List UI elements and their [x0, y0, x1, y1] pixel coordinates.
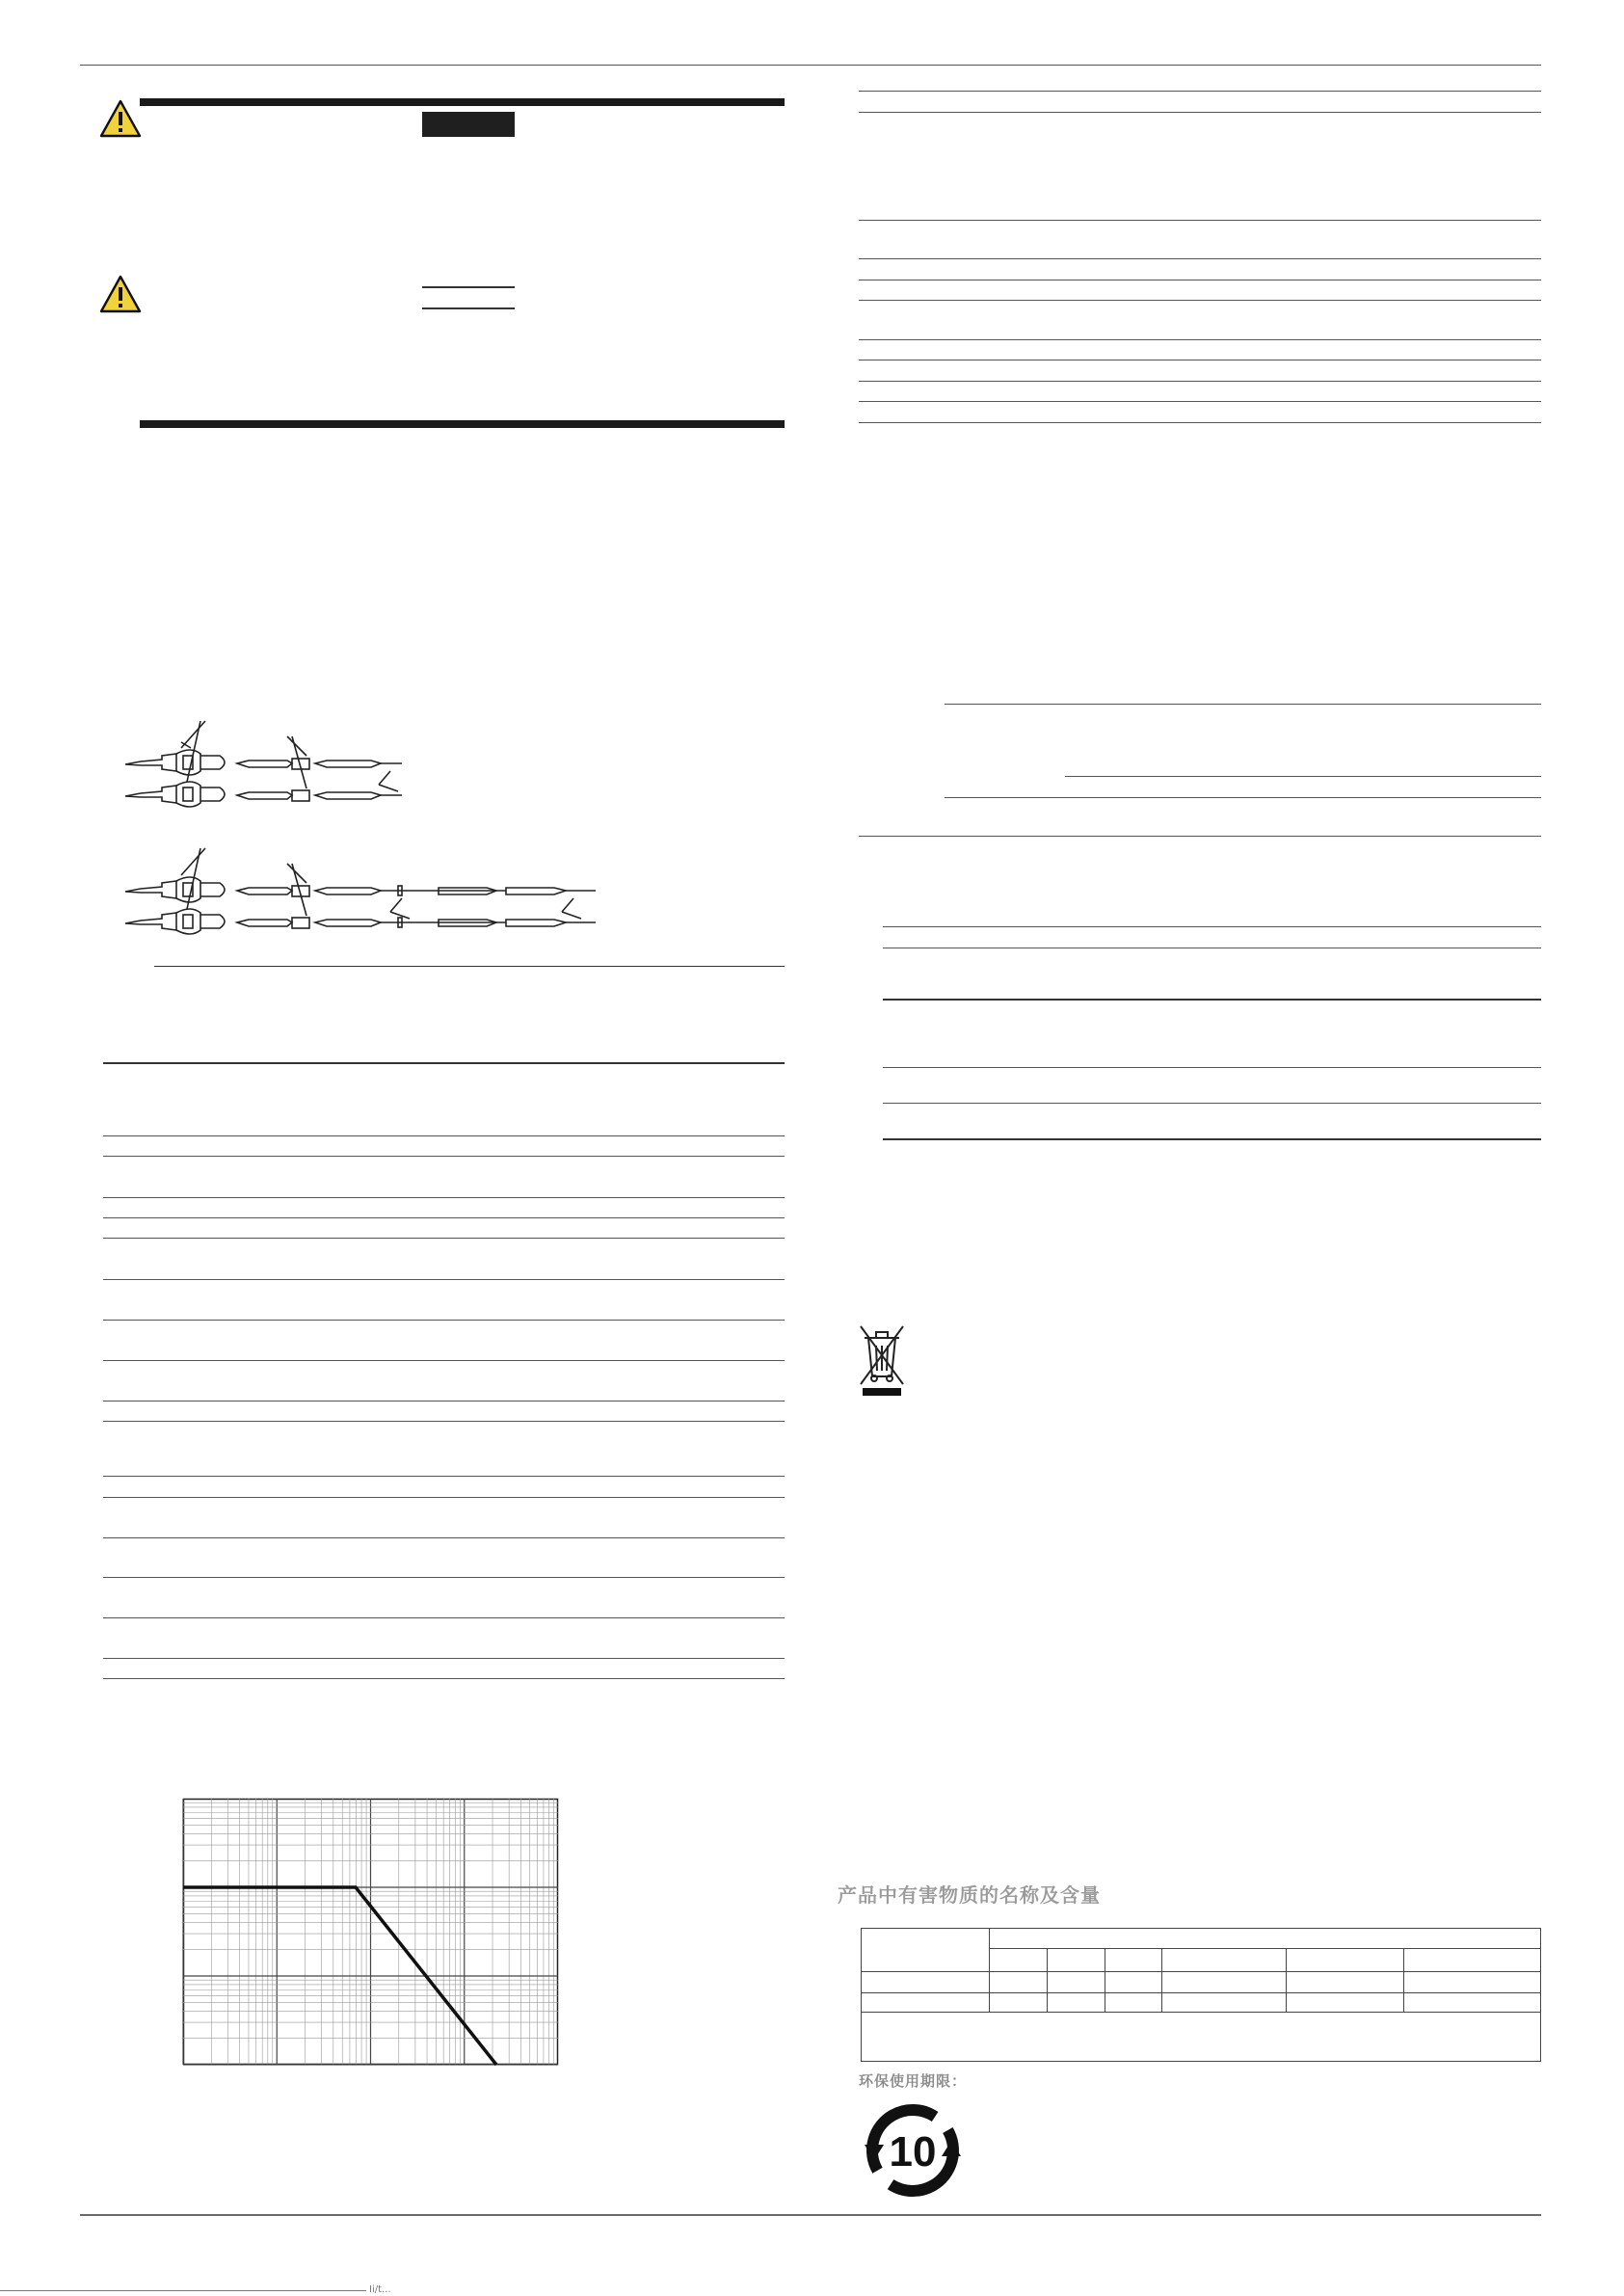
- figure-caption-rule: [154, 966, 785, 967]
- footer-tail-text: Ii/t...: [369, 2284, 391, 2295]
- right-table-1-rule: [859, 258, 1541, 259]
- table-divider: [989, 1929, 990, 2012]
- table-divider: [1161, 1948, 1162, 2012]
- right-table-1-rule: [859, 339, 1541, 340]
- right-table-2-rule: [945, 704, 1541, 705]
- spec-table-row-rule: [103, 1156, 785, 1157]
- table-divider: [1403, 1948, 1404, 2012]
- right-table-3-rule: [883, 926, 1541, 927]
- header-rule: [80, 65, 1541, 66]
- spec-table-row-rule: [103, 1279, 785, 1280]
- warning-triangle-icon: [99, 99, 142, 138]
- spec-table-row-rule: [103, 1476, 785, 1477]
- spec-table-row-rule: [103, 1421, 785, 1422]
- spec-table-row-rule: [103, 1497, 785, 1498]
- right-table-1-rule: [859, 422, 1541, 423]
- spec-table-row-rule: [103, 1217, 785, 1218]
- table-divider: [862, 1971, 1540, 1972]
- right-table-3-bottom-rule: [883, 1138, 1541, 1140]
- right-table-1-rule: [859, 381, 1541, 382]
- footer-tail-rule: [0, 2290, 366, 2291]
- right-table-1-rule: [859, 112, 1541, 113]
- right-table-3-rule: [883, 1067, 1541, 1068]
- caution-signal-rule-bottom: [422, 307, 515, 309]
- spec-table-row-rule: [103, 1401, 785, 1402]
- right-table-1-rule: [859, 300, 1541, 301]
- table-divider: [862, 1992, 1540, 1993]
- right-table-1-rule: [859, 220, 1541, 221]
- right-table-3-rule: [883, 1103, 1541, 1104]
- spec-table-row-rule: [103, 1537, 785, 1538]
- right-table-2-rule: [945, 797, 1541, 798]
- hazardous-substances-table: [861, 1928, 1541, 2062]
- caution-triangle-icon: [99, 275, 142, 313]
- environment-friendly-use-period-icon: [859, 2096, 967, 2204]
- right-table-1-rule: [859, 401, 1541, 402]
- right-table-2-rule: [1065, 776, 1541, 777]
- right-section-rule: [859, 836, 1541, 837]
- right-table-1-rule: [859, 91, 1541, 92]
- efup-years-text: 10: [889, 2128, 937, 2176]
- right-table-3-rule: [883, 999, 1541, 1001]
- spec-table-row-rule: [103, 1617, 785, 1618]
- signal-word-banner: [422, 112, 515, 137]
- hazardous-substances-title: 产品中有害物质的名称及含量: [838, 1883, 1101, 1907]
- footer-rule: [80, 2214, 1541, 2216]
- spec-table-row-rule: [103, 1577, 785, 1578]
- table-divider: [1047, 1948, 1048, 2012]
- spec-table-row-rule: [103, 1360, 785, 1361]
- spec-table-top-rule: [103, 1062, 785, 1064]
- warning-box-top-rule: [140, 98, 785, 106]
- spec-table-row-rule: [103, 1197, 785, 1198]
- table-divider: [862, 2012, 1540, 2013]
- warning-box-bottom-rule: [140, 420, 785, 428]
- spec-table-bottom-rule: [103, 1678, 785, 1679]
- spec-table-row-rule: [103, 1320, 785, 1321]
- spec-table-row-rule: [103, 1238, 785, 1239]
- table-divider: [1286, 1948, 1287, 2012]
- voltage-derating-chart: [183, 1799, 558, 2065]
- connector-plugs-set-1: [313, 750, 405, 808]
- extension-cable-set-2: [313, 877, 598, 935]
- table-divider: [989, 1948, 1540, 1949]
- spec-table-row-rule: [103, 1658, 785, 1659]
- caution-signal-rule-top: [422, 286, 515, 288]
- crossed-out-bin-icon: [857, 1322, 907, 1398]
- spec-table-row-rule: [103, 1135, 785, 1136]
- efup-label: 环保使用期限：: [859, 2072, 968, 2090]
